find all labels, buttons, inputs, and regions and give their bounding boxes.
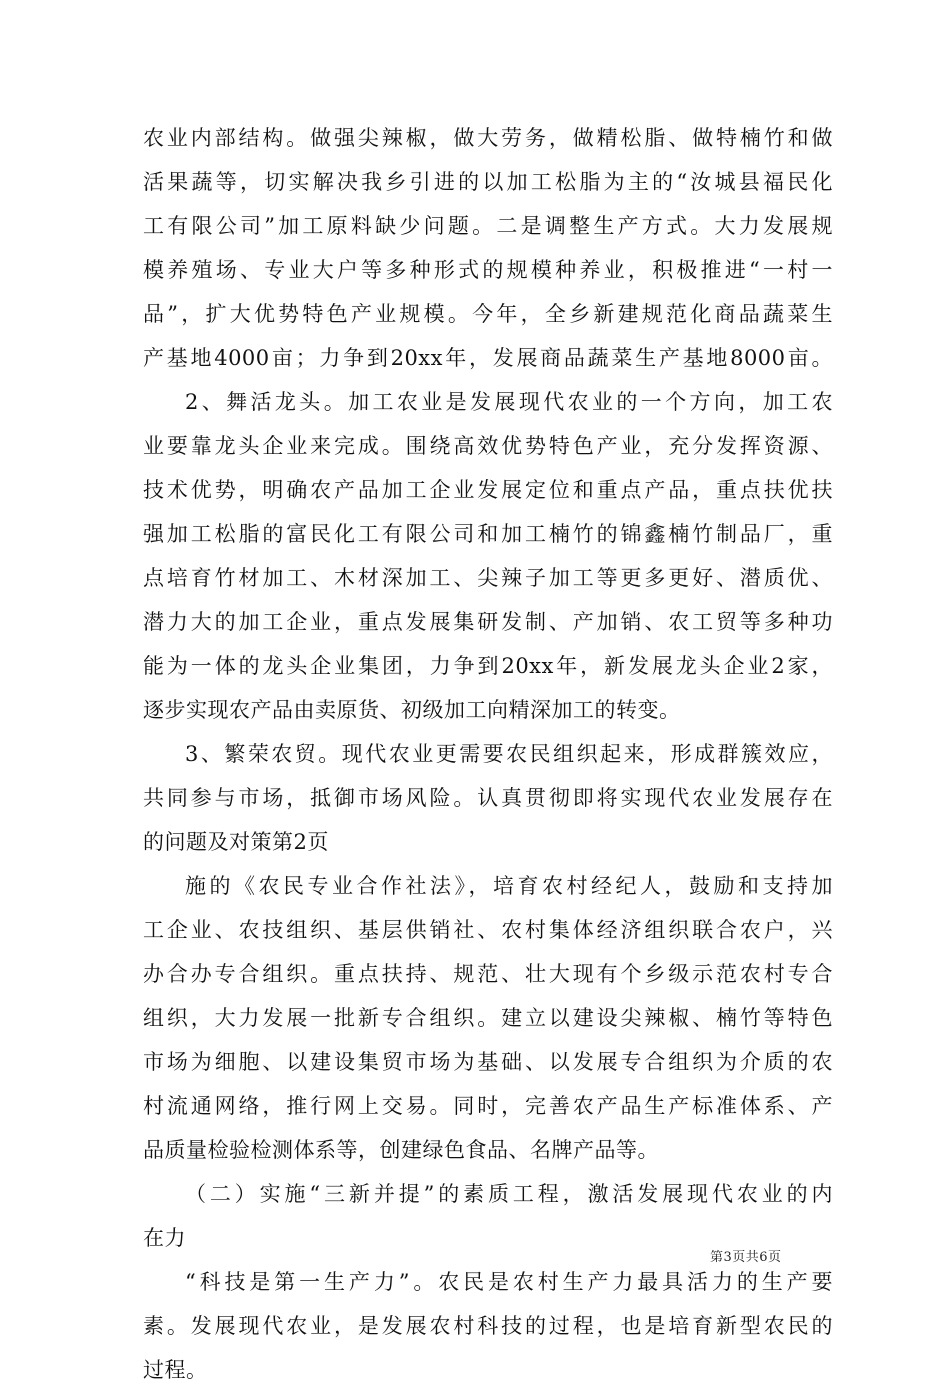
text-line: 品”，扩大优势特色产业规模。今年，全乡新建规范化商品蔬菜生 [143, 302, 833, 326]
text-line: 潜力大的加工企业，重点发展集研发制、产加销、农工贸等多种功 [143, 610, 833, 634]
text-line: 点培育竹材加工、木材深加工、尖辣子加工等更多更好、潜质优、 [143, 566, 833, 590]
paragraph-start-line: 3、繁荣农贸。现代农业更需要农民组织起来，形成群簇效应， [185, 742, 833, 766]
paragraph-start-line: “科技是第一生产力”。农民是农村生产力最具活力的生产要 [185, 1270, 833, 1294]
text-line: 技术优势，明确农产品加工企业发展定位和重点产品，重点扶优扶 [143, 478, 833, 502]
text-line: 村流通网络，推行网上交易。同时，完善农产品生产标准体系、产 [143, 1094, 833, 1118]
paragraph-start-line: 2、舞活龙头。加工农业是发展现代农业的一个方向，加工农 [185, 390, 833, 414]
text-line: 模养殖场、专业大户等多种形式的规模种养业，积极推进“一村一 [143, 258, 833, 282]
text-line: 的问题及对策第2页 [143, 830, 329, 854]
text-line: 强加工松脂的富民化工有限公司和加工楠竹的锦鑫楠竹制品厂，重 [143, 522, 833, 546]
document-body [143, 116, 833, 1392]
text-line: 业要靠龙头企业来完成。围绕高效优势特色产业，充分发挥资源、 [143, 434, 833, 458]
text-line: 活果蔬等，切实解决我乡引进的以加工松脂为主的“汝城县福民化 [143, 170, 833, 194]
text-line: 农业内部结构。做强尖辣椒，做大劳务，做精松脂、做特楠竹和做 [143, 126, 833, 150]
text-line: 素。发展现代农业，是发展农村科技的过程，也是培育新型农民的 [143, 1314, 833, 1338]
paragraph-start-line: 施的《农民专业合作社法》，培育农村经纪人，鼓励和支持加 [185, 874, 833, 898]
text-line: 市场为细胞、以建设集贸市场为基础、以发展专合组织为介质的农 [143, 1050, 833, 1074]
text-line: 办合办专合组织。重点扶持、规范、壮大现有个乡级示范农村专合 [143, 962, 833, 986]
text-line: 组织，大力发展一批新专合组织。建立以建设尖辣椒、楠竹等特色 [143, 1006, 833, 1030]
page-number: 第3页共6页 [710, 1250, 782, 1265]
section-heading-line: （二）实施“三新并提”的素质工程，激活发展现代农业的内 [185, 1182, 833, 1206]
section-heading-line: 在力 [143, 1226, 186, 1250]
text-line: 逐步实现农产品由卖原货、初级加工向精深加工的转变。 [143, 698, 681, 722]
text-line: 工有限公司”加工原料缺少问题。二是调整生产方式。大力发展规 [143, 214, 833, 238]
text-line: 过程。 [143, 1358, 208, 1382]
text-line: 能为一体的龙头企业集团，力争到20xx年，新发展龙头企业2家， [143, 654, 833, 678]
text-line: 品质量检验检测体系等，创建绿色食品、名牌产品等。 [143, 1138, 659, 1162]
text-line: 共同参与市场，抵御市场风险。认真贯彻即将实现代农业发展存在 [143, 786, 833, 810]
text-line: 产基地4000亩；力争到20xx年，发展商品蔬菜生产基地8000亩。 [143, 346, 833, 370]
text-line: 工企业、农技组织、基层供销社、农村集体经济组织联合农户，兴 [143, 918, 833, 942]
